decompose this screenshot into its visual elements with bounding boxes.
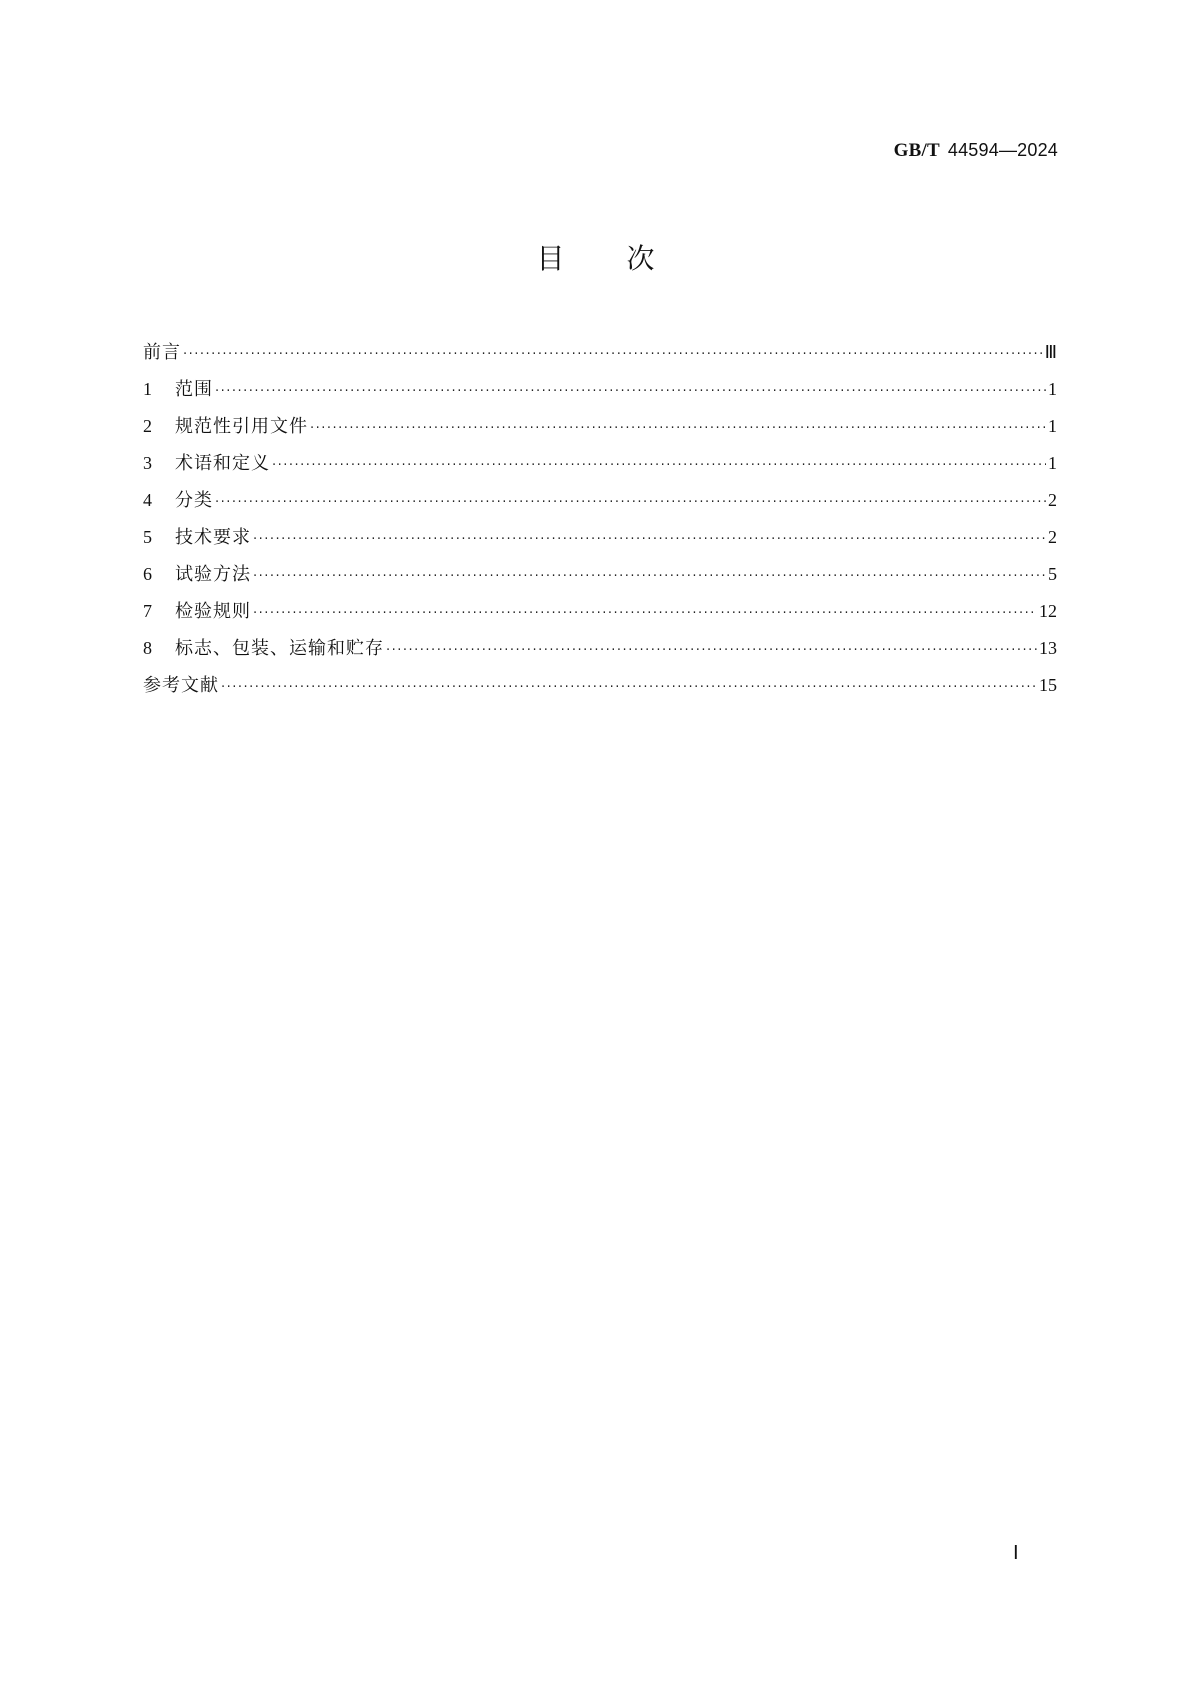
toc-entry-foreword[interactable]	[143, 340, 1057, 377]
dot-leader	[183, 343, 1043, 367]
toc-entry-label: 前言	[143, 342, 181, 363]
standard-number	[894, 139, 1058, 162]
dot-leader	[272, 454, 1046, 478]
toc-entry-label: 参考文献	[143, 675, 219, 696]
toc-entry-label: 标志、包装、运输和贮存	[175, 638, 384, 659]
toc-entry-number: 3	[143, 453, 152, 473]
toc-entry-scope[interactable]	[143, 377, 1057, 414]
dot-leader	[215, 380, 1046, 404]
toc-entry-page: 12	[1039, 601, 1057, 621]
toc-entry-classification[interactable]	[143, 488, 1057, 525]
toc-entry-terms-definitions[interactable]	[143, 451, 1057, 488]
toc-entry-label: 范围	[175, 379, 213, 400]
toc-entry-number: 8	[143, 638, 152, 658]
toc-entry-page: Ⅲ	[1044, 342, 1057, 362]
dot-leader	[253, 528, 1046, 552]
toc-entry-number: 2	[143, 416, 152, 436]
toc-entry-label: 术语和定义	[175, 453, 270, 474]
toc-entry-inspection-rules[interactable]	[143, 599, 1057, 636]
toc-entry-label: 试验方法	[175, 564, 251, 585]
dot-leader	[221, 676, 1037, 700]
dot-leader	[253, 565, 1046, 589]
toc-entry-number: 1	[143, 379, 152, 399]
page-title: 目次	[536, 242, 717, 275]
toc-entry-page: 1	[1048, 379, 1057, 399]
dot-leader	[310, 417, 1046, 441]
toc-entry-number: 4	[143, 490, 152, 510]
toc-entry-page: 1	[1048, 453, 1057, 473]
toc-entry-number: 6	[143, 564, 152, 584]
toc-entry-label: 规范性引用文件	[175, 416, 308, 437]
toc-entry-number: 5	[143, 527, 152, 547]
toc-entry-bibliography[interactable]	[143, 673, 1057, 710]
toc-entry-page: 15	[1039, 675, 1057, 695]
toc-entry-page: 5	[1048, 564, 1057, 584]
toc-entry-number: 7	[143, 601, 152, 621]
toc-entry-page: 2	[1048, 527, 1057, 547]
toc-entry-label: 检验规则	[175, 601, 251, 622]
standard-serial: 44594—2024	[947, 140, 1058, 160]
toc-entry-page: 2	[1048, 490, 1057, 510]
toc-entry-label: 技术要求	[175, 527, 251, 548]
toc-entry-page: 13	[1039, 638, 1057, 658]
dot-leader	[253, 602, 1037, 626]
toc-entry-normative-references[interactable]	[143, 414, 1057, 451]
toc-entry-marking-packaging[interactable]	[143, 636, 1057, 673]
toc-entry-page: 1	[1048, 416, 1057, 436]
page-number: Ⅰ	[1013, 1543, 1019, 1564]
standard-code: GB/T	[893, 140, 940, 161]
toc-entry-technical-requirements[interactable]	[143, 525, 1057, 562]
table-of-contents	[143, 340, 1057, 710]
toc-entry-label: 分类	[175, 490, 213, 511]
toc-entry-test-methods[interactable]	[143, 562, 1057, 599]
dot-leader	[215, 491, 1046, 515]
dot-leader	[386, 639, 1037, 663]
